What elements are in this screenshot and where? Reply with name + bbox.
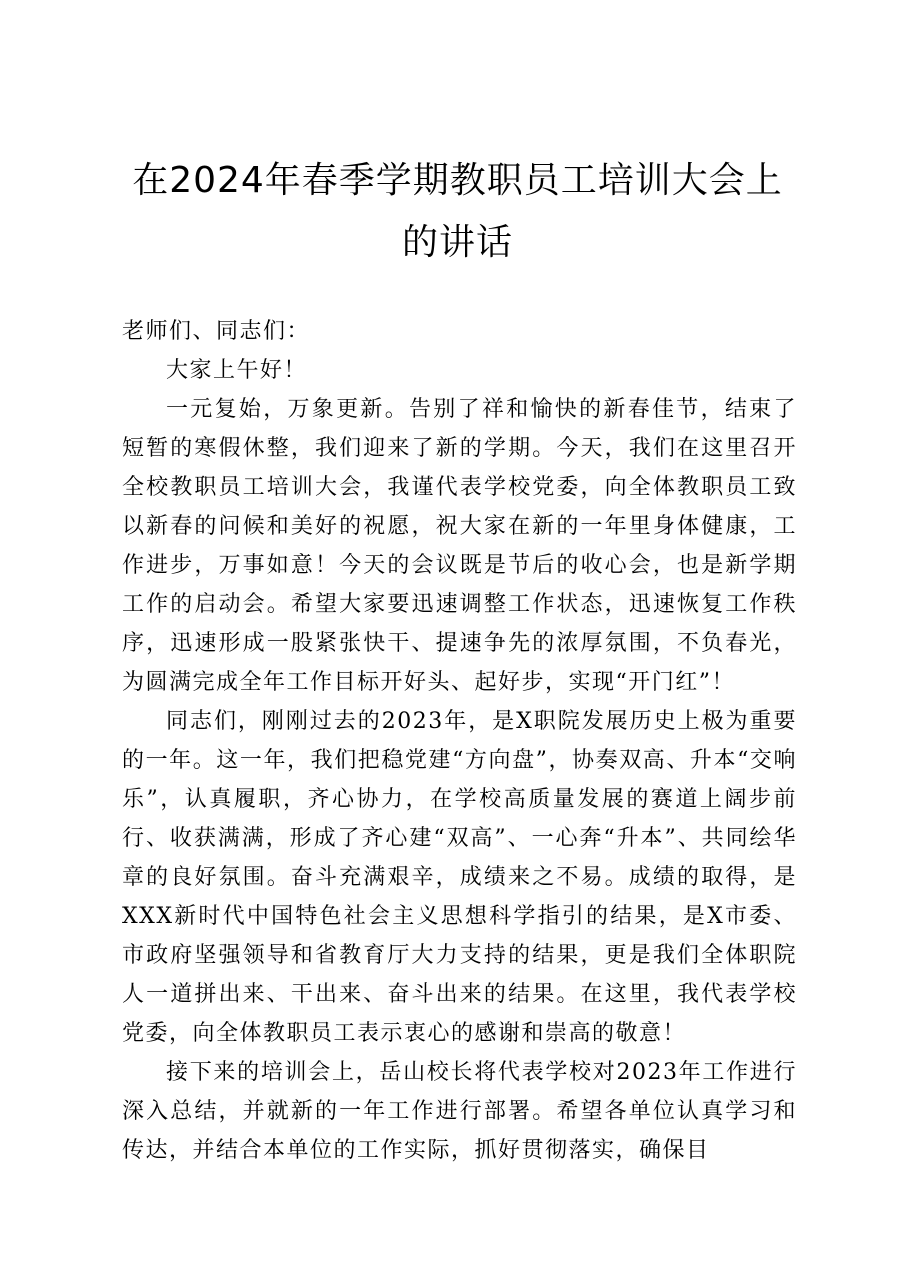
- greeting-paragraph: 大家上午好！: [166, 358, 308, 383]
- salutation: 老师们、同志们：: [122, 319, 311, 344]
- body-paragraph: 接下来的培训会上，岳山校长将代表学校对2023年工作进行深入总结，并就新的一年工作进行部署。希望各单位认真学习和传达，并结合本单位的工作实际，抓好贯彻落实，确保目: [122, 1060, 797, 1163]
- body-paragraph: 一元复始，万象更新。告别了祥和愉快的新春佳节，结束了短暂的寒假休整，我们迎来了新的学期。今天，我们在这里召开全校教职员工培训大会，我谨代表学校党委，向全体教职员工致以新春的问候和美好的祝愿，祝大家在新的一年里身体健康，工作进步，万事如意！今天的会议既是节后的收心会，也是新学期工作的启动会。希望大家要迅速调整工作状态，迅速恢复工作秩序，迅速形成一股紧张快干、提速争先的浓厚氛围，不负春光，为圆满完成全年工作目标开好头、起好步，实现“开门红”！: [122, 397, 797, 695]
- document-body: [122, 312, 797, 1170]
- body-paragraph: 同志们，刚刚过去的2023年，是X职院发展历史上极为重要的一年。这一年，我们把稳党建“方向盘”，协奏双高、升本“交响乐”，认真履职，齐心协力，在学校高质量发展的赛道上阔步前行、收获满满，形成了齐心建“双高”、一心奔“升本”、共同绘华章的良好氛围。奋斗充满艰辛，成绩来之不易。成绩的取得，是XXX新时代中国特色社会主义思想科学指引的结果，是X市委、市政府坚强领导和省教育厅大力支持的结果，更是我们全体职院人一道拼出来、干出来、奋斗出来的结果。在这里，我代表学校党委，向全体教职员工表示衷心的感谢和崇高的敬意！: [122, 709, 797, 1046]
- document-title: 在2024年春季学期教职员工培训大会上的讲话: [132, 160, 783, 263]
